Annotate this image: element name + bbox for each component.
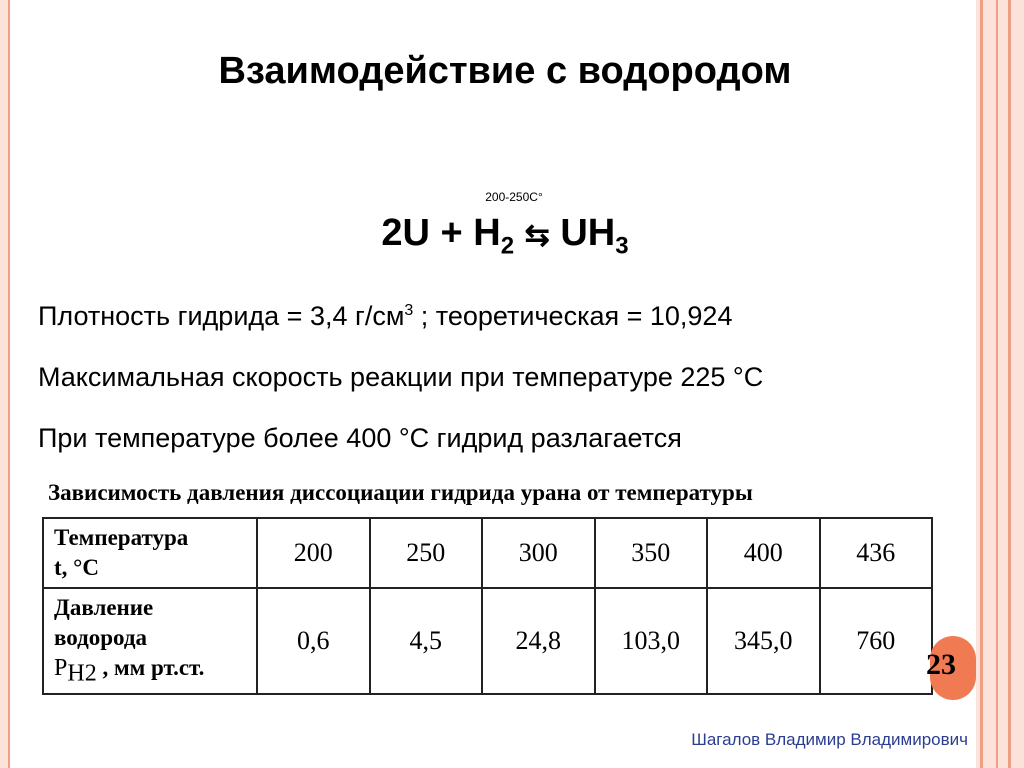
temperature-cell: 300 <box>482 518 595 588</box>
author-name: Шагалов Владимир Владимирович <box>691 730 968 749</box>
right-border-line <box>980 0 983 768</box>
equation-lhs: 2U + H <box>381 212 501 254</box>
density-theoretical: ; теоретическая = 10,924 <box>413 301 733 331</box>
pressure-row <box>43 588 932 695</box>
pressure-cell: 24,8 <box>482 588 595 695</box>
density-line <box>38 301 732 332</box>
table-caption: Зависимость давления диссоциации гидрида урана от температуры <box>48 480 753 505</box>
pressure-symbol: P <box>54 654 68 681</box>
pressure-cell: 0,6 <box>257 588 370 695</box>
pressure-symbol-sub: H2 <box>67 660 97 687</box>
max-speed-line: Максимальная скорость реакции при температуре 225 °С <box>38 362 764 392</box>
right-border-line <box>996 0 998 768</box>
temperature-cell: 250 <box>370 518 483 588</box>
temperature-header <box>43 518 257 588</box>
temperature-cell: 436 <box>820 518 933 588</box>
reaction-condition: 200-250С° <box>485 190 543 204</box>
decompose-line: При температуре более 400 °С гидрид разлагается <box>38 423 682 453</box>
right-border-line <box>1008 0 1011 768</box>
temperature-cell: 200 <box>257 518 370 588</box>
temperature-row <box>43 518 932 588</box>
temperature-header-line2: t, °С <box>54 554 99 580</box>
left-border-strip <box>0 0 10 768</box>
pressure-header-line3 <box>54 653 246 690</box>
temperature-header-line1: Температура <box>54 525 189 550</box>
right-border-fill <box>976 0 1024 768</box>
pressure-cell: 345,0 <box>707 588 820 695</box>
dissociation-table <box>42 517 933 695</box>
pressure-cell: 4,5 <box>370 588 483 695</box>
equation-rhs-sub: 3 <box>615 232 629 260</box>
pressure-unit: , мм рт.ст. <box>96 654 205 680</box>
equation-rhs: UH <box>560 212 616 254</box>
reaction-equation <box>0 212 1010 261</box>
pressure-cell: 760 <box>820 588 933 695</box>
slide-title: Взаимодействие с водородом <box>218 50 792 92</box>
pressure-header-line2: водорода <box>54 624 147 650</box>
pressure-header <box>43 588 257 695</box>
temperature-cell: 350 <box>595 518 708 588</box>
equation-lhs-sub: 2 <box>500 232 515 260</box>
page-number: 23 <box>926 648 956 681</box>
density-text: Плотность гидрида = 3,4 г/см <box>38 301 405 331</box>
right-border-decoration <box>976 0 1024 768</box>
pressure-header-line1: Давление <box>54 594 154 620</box>
reversible-arrows-icon: ⇆ <box>524 219 550 252</box>
temperature-cell: 400 <box>707 518 820 588</box>
pressure-cell: 103,0 <box>595 588 708 695</box>
density-unit-sup: 3 <box>404 302 414 319</box>
